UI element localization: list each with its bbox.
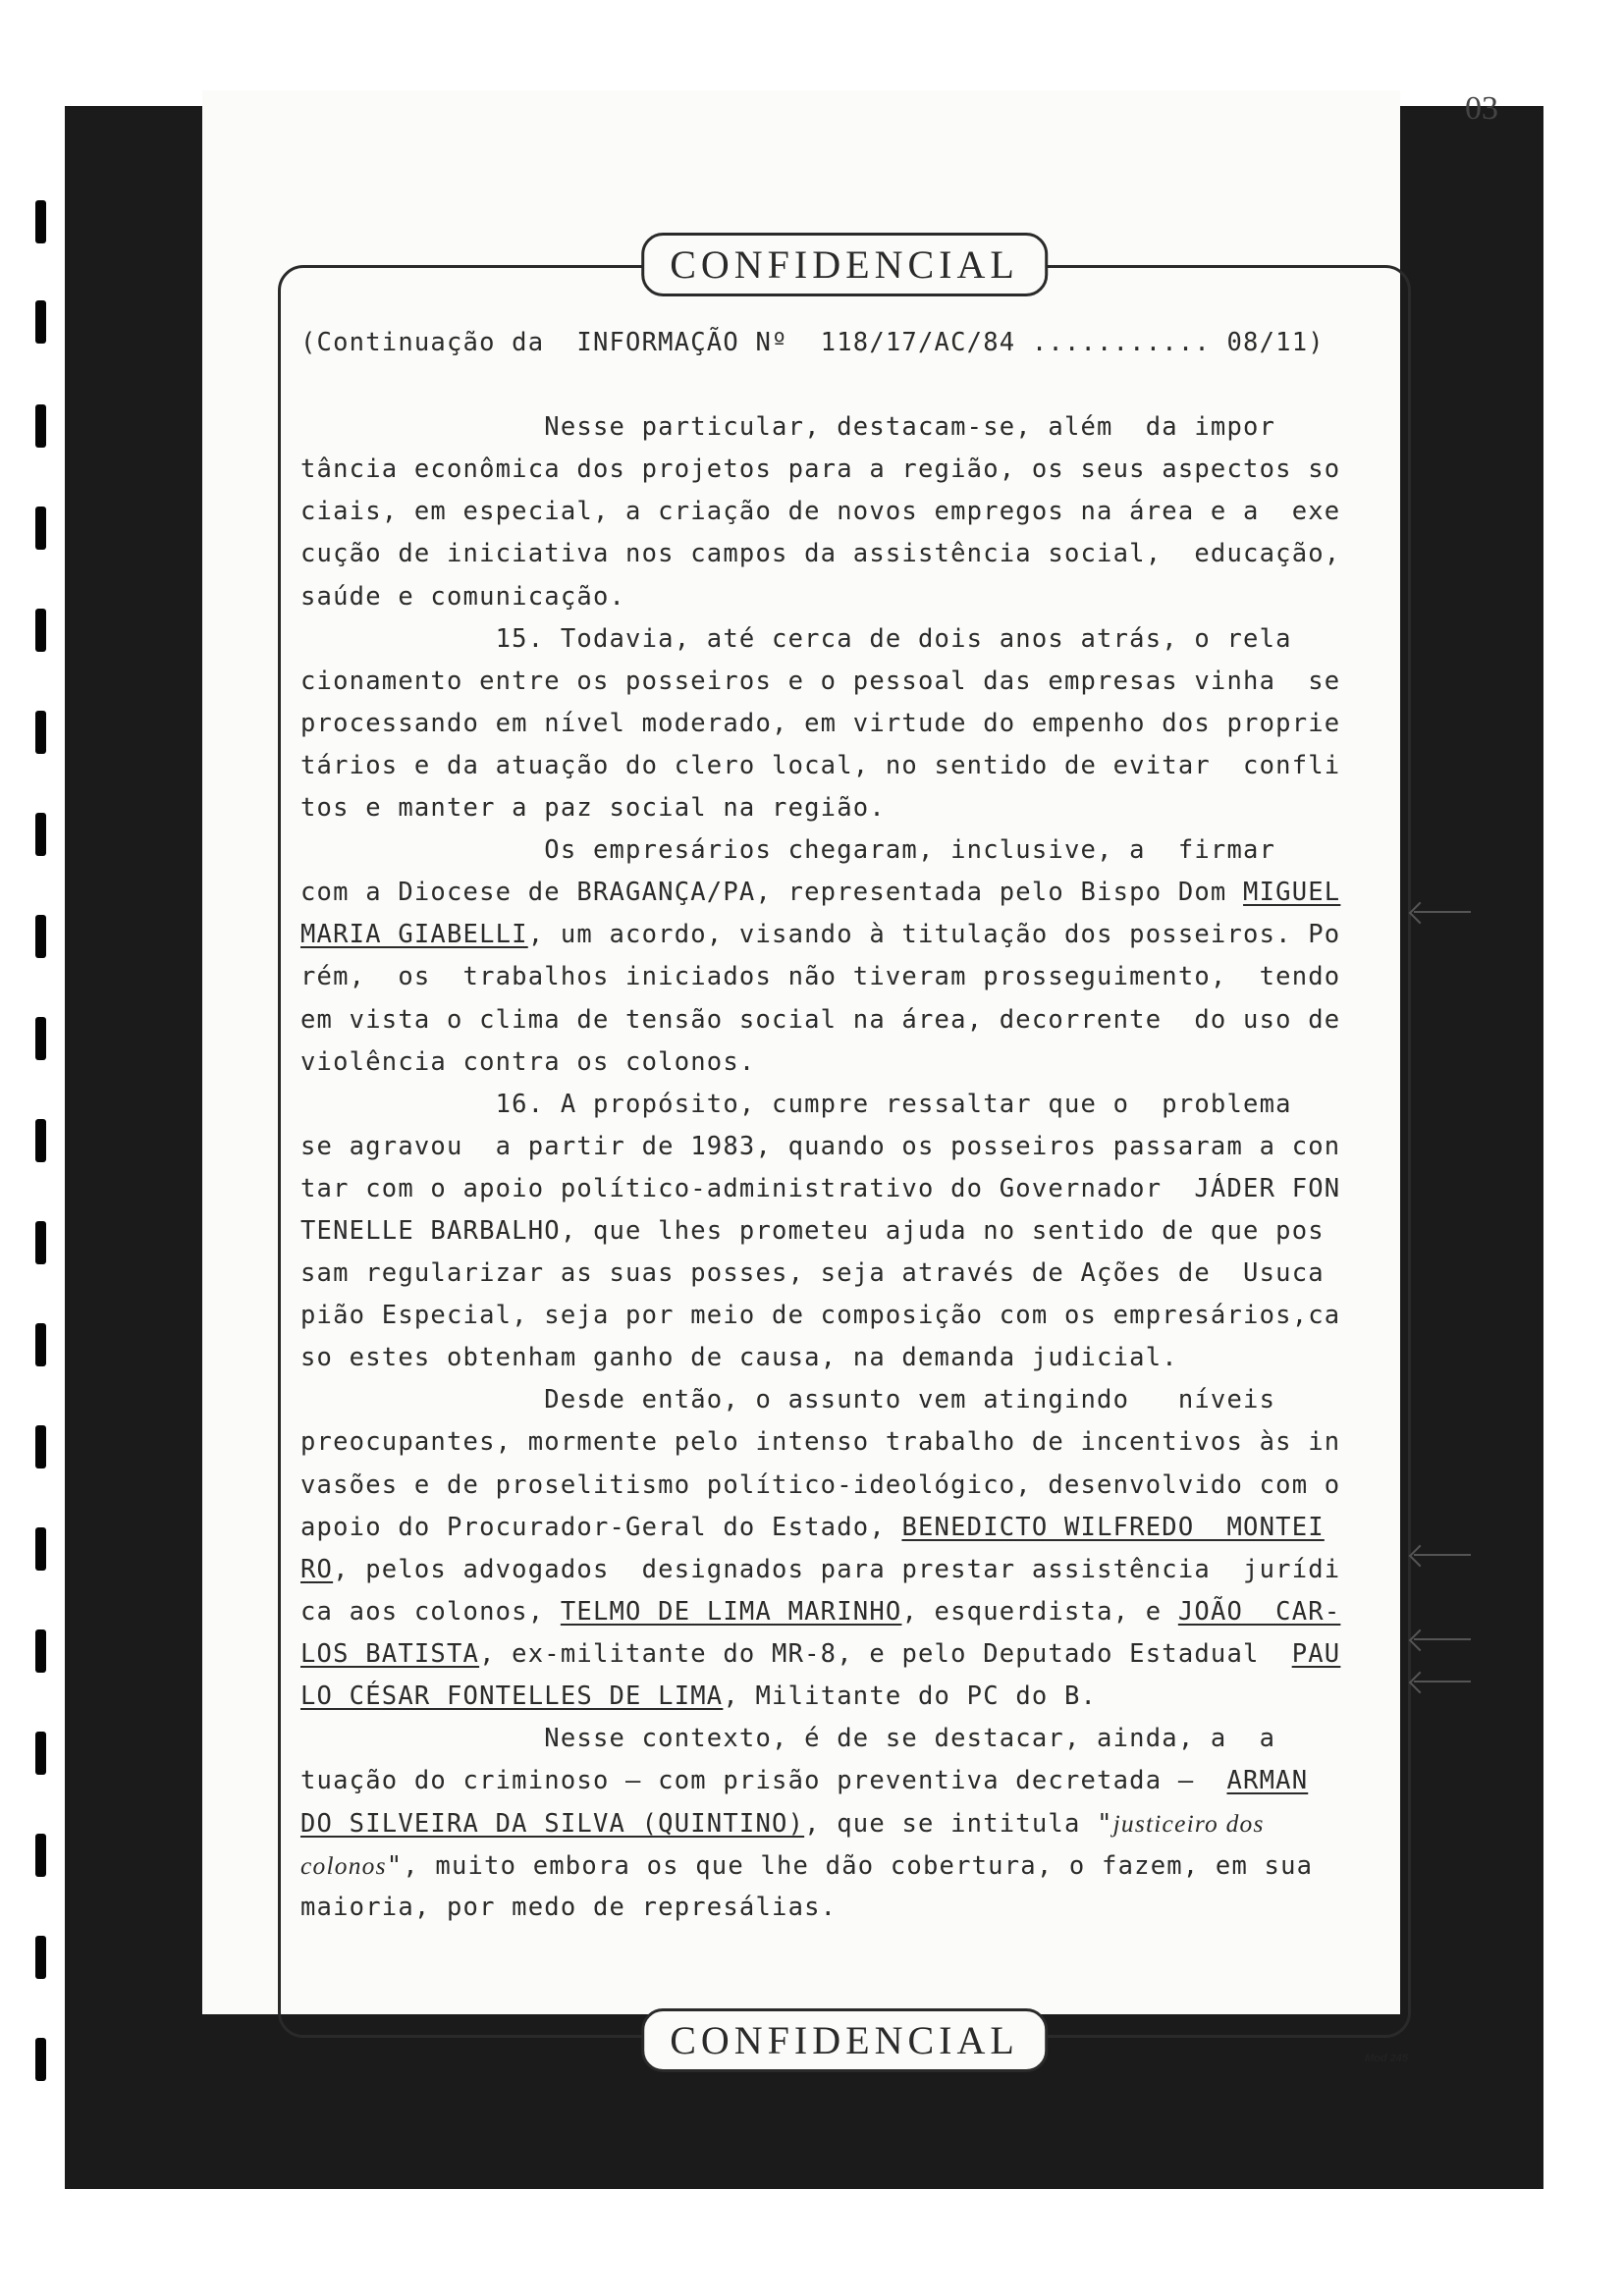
binder-hole (35, 404, 46, 448)
handwritten-text: justiceiro dos (1112, 1809, 1265, 1839)
text-line: tância econômica dos projetos para a região, os seus aspectos so (300, 454, 1341, 485)
text-line: rém, os trabalhos iniciados não tiveram prosseguimento, tendo (300, 962, 1341, 992)
paragraph-16-continued (300, 1379, 1400, 1718)
underlined-name: BENEDICTO WILFREDO MONTEI (901, 1512, 1325, 1542)
text-line: processando em nível moderado, em virtude do empenho dos proprie (300, 708, 1341, 738)
margin-arrow-icon (1414, 1681, 1471, 1682)
margin-arrow-icon (1414, 1638, 1471, 1640)
text-span: , um acordo, visando à titulação dos posseiros. Po (527, 920, 1341, 950)
text-span: , ex-militante do MR-8, e pelo Deputado Estadual (479, 1638, 1292, 1669)
text-line: Os empresários chegaram, inclusive, a firmar (300, 835, 1276, 866)
text-span: ", muito embora os que lhe dão cobertura, o fazem, em sua (386, 1851, 1314, 1882)
text-line (300, 1507, 1400, 1549)
underlined-name: TELMO DE LIMA MARINHO (560, 1596, 902, 1627)
text-span: com a Diocese de BRAGANÇA/PA, representada pelo Bispo Dom (300, 878, 1244, 908)
binder-hole (35, 1629, 46, 1673)
text-line (300, 1549, 1400, 1591)
paragraph-intro (300, 406, 1400, 617)
paragraph-15 (300, 618, 1400, 829)
binder-hole (35, 1017, 46, 1060)
binder-hole (35, 200, 46, 243)
underlined-name: LOS BATISTA (300, 1638, 480, 1669)
binder-hole (35, 507, 46, 550)
text-line: preocupantes, mormente pelo intenso trabalho de incentivos às in (300, 1427, 1341, 1458)
binder-hole (35, 1936, 46, 1979)
text-line: pião Especial, seja por meio de composição com os empresários,ca (300, 1301, 1341, 1331)
text-span: , pelos advogados designados para prestar assistência jurídi (333, 1554, 1341, 1584)
underlined-name: MIGUEL (1243, 878, 1341, 908)
continuation-line: (Continuação da INFORMAÇÃO Nº 118/17/AC/84 ........... 08/11) (300, 328, 1325, 357)
text-line: vasões e de proselitismo político-ideológico, desenvolvido com o (300, 1469, 1341, 1500)
text-line (300, 1676, 1400, 1718)
binder-hole (35, 813, 46, 856)
underlined-name: JOÃO CAR- (1177, 1596, 1341, 1627)
text-line (300, 914, 1400, 956)
text-line: 15. Todavia, até cerca de dois anos atrás, o rela (300, 623, 1292, 654)
text-span: , esquerdista, e (901, 1596, 1178, 1627)
text-span: apoio do Procurador-Geral do Estado, (300, 1512, 902, 1542)
paragraph-15-continued (300, 829, 1400, 1084)
text-span: , que se intitula " (804, 1809, 1113, 1840)
text-line: saúde e comunicação. (300, 581, 626, 612)
text-line (300, 1633, 1400, 1676)
margin-arrow-icon (1414, 1554, 1471, 1556)
underlined-name: RO (300, 1554, 334, 1584)
text-line (300, 1802, 1400, 1844)
text-line: Desde então, o assunto vem atingindo níveis (300, 1385, 1276, 1415)
text-span: tuação do criminoso — com prisão preventiva decretada — (300, 1766, 1227, 1796)
paragraph-16-final (300, 1718, 1400, 1929)
binder-hole (35, 1425, 46, 1468)
document-body (300, 322, 1400, 1930)
underlined-name: MARIA GIABELLI (300, 920, 528, 950)
underlined-name: LO CÉSAR FONTELLES DE LIMA (300, 1682, 724, 1711)
text-line: cução de iniciativa nos campos da assistência social, educação, (300, 539, 1341, 569)
binder-hole (35, 1119, 46, 1162)
binder-hole (35, 2038, 46, 2081)
binder-hole (35, 1323, 46, 1366)
text-line (300, 1844, 1400, 1887)
text-span: , Militante do PC do B. (723, 1682, 1098, 1711)
text-line: TENELLE BARBALHO, que lhes prometeu ajuda no sentido de que pos (300, 1215, 1325, 1246)
text-line: violência contra os colonos. (300, 1046, 756, 1077)
margin-arrow-icon (1414, 911, 1471, 913)
text-line: em vista o clima de tensão social na área, decorrente do uso de (300, 1004, 1341, 1035)
text-line (300, 1591, 1400, 1633)
underlined-name: DO SILVEIRA DA SILVA (QUINTINO) (300, 1809, 805, 1840)
underlined-name: PAU (1291, 1638, 1341, 1669)
binder-hole (35, 1834, 46, 1877)
text-line (300, 872, 1400, 914)
confidential-header: CONFIDENCIAL (641, 233, 1048, 296)
binder-hole (35, 1732, 46, 1775)
text-span: ca aos colonos, (300, 1596, 561, 1627)
confidential-footer: CONFIDENCIAL (641, 2008, 1048, 2072)
text-line: cionamento entre os posseiros e o pessoal das empresas vinha se (300, 666, 1341, 696)
text-line: so estes obtenham ganho de causa, na demanda judicial. (300, 1343, 1178, 1373)
text-line: maioria, por medo de represálias. (300, 1893, 838, 1923)
binder-hole (35, 609, 46, 652)
binder-hole (35, 711, 46, 754)
text-line: tar com o apoio político-administrativo do Governador JÁDER FON (300, 1173, 1341, 1203)
text-line (300, 1760, 1400, 1802)
form-code: Mod 245 (1364, 2053, 1408, 2064)
binder-hole (35, 1527, 46, 1571)
text-line: tos e manter a paz social na região. (300, 793, 886, 824)
page-number: 03 (1465, 90, 1498, 127)
blank-line (300, 364, 1400, 406)
text-line: Nesse particular, destacam-se, além da impor (300, 412, 1276, 443)
handwritten-text: colonos (300, 1851, 387, 1881)
paragraph-16 (300, 1084, 1400, 1380)
underlined-name: ARMAN (1226, 1766, 1309, 1796)
text-line: tários e da atuação do clero local, no sentido de evitar confli (300, 750, 1341, 780)
text-line: sam regularizar as suas posses, seja através de Ações de Usuca (300, 1258, 1325, 1289)
binder-hole (35, 300, 46, 344)
text-line: 16. A propósito, cumpre ressaltar que o problema (300, 1089, 1292, 1119)
text-line: ciais, em especial, a criação de novos empregos na área e a exe (300, 497, 1341, 527)
text-line: se agravou a partir de 1983, quando os posseiros passaram a con (300, 1131, 1341, 1161)
binder-hole (35, 1221, 46, 1264)
binder-hole (35, 915, 46, 958)
text-line: Nesse contexto, é de se destacar, ainda, a a (300, 1724, 1276, 1754)
